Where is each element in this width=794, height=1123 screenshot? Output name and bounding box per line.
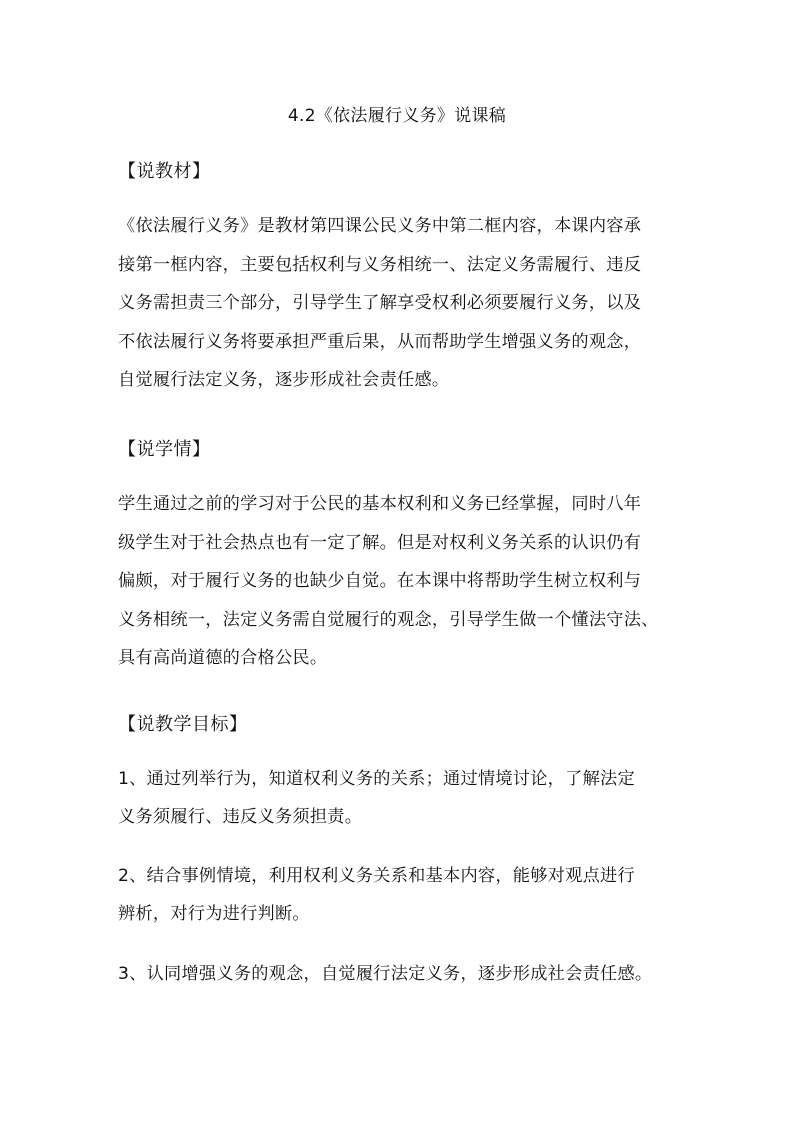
objective-item-2 bbox=[118, 857, 698, 933]
paragraph-line: 义务需担责三个部分，引导学生了解享受权利必须要履行义务，以及 bbox=[118, 293, 642, 314]
paragraph-line: 自觉履行法定义务，逐步形成社会责任感。 bbox=[118, 370, 450, 391]
objective-line: 2、结合事例情境，利用权利义务关系和基本内容，能够对观点进行 bbox=[118, 866, 635, 886]
objective-item-1 bbox=[118, 760, 698, 836]
paragraph-line: 偏颇，对于履行义务的也缺少自觉。在本课中将帮助学生树立权利与 bbox=[118, 571, 642, 592]
textbook-paragraph bbox=[118, 207, 678, 400]
objective-line: 义务须履行、违反义务须担责。 bbox=[118, 807, 363, 827]
students-paragraph bbox=[118, 485, 678, 678]
paragraph-line: 接第一框内容，主要包括权利与义务相统一、法定义务需履行、违反 bbox=[118, 254, 642, 275]
paragraph-line: 级学生对于社会热点也有一定了解。但是对权利义务关系的认识仍有 bbox=[118, 532, 642, 553]
objective-line: 3、认同增强义务的观念，自觉履行法定义务，逐步形成社会责任感。 bbox=[118, 964, 653, 984]
paragraph-line: 不依法履行义务将要承担严重后果，从而帮助学生增强义务的观念， bbox=[118, 331, 642, 352]
paragraph-line: 具有高尚道德的合格公民。 bbox=[118, 648, 328, 669]
paragraph-line: 《依法履行义务》是教材第四课公民义务中第二框内容，本课内容承 bbox=[118, 216, 642, 236]
objective-line: 辨析，对行为进行判断。 bbox=[118, 904, 310, 924]
section-heading-textbook: 【说教材】 bbox=[118, 161, 211, 182]
objective-item-3 bbox=[118, 955, 698, 993]
objective-line: 1、通过列举行为，知道权利义务的关系；通过情境讨论，了解法定 bbox=[118, 769, 635, 789]
document-title: 4.2《依法履行义务》说课稿 bbox=[287, 106, 507, 126]
section-heading-students: 【说学情】 bbox=[118, 439, 211, 460]
paragraph-line: 义务相统一，法定义务需自觉履行的观念，引导学生做一个懂法守法、 bbox=[118, 609, 659, 630]
paragraph-line: 学生通过之前的学习对于公民的基本权利和义务已经掌握，同时八年 bbox=[118, 494, 642, 514]
section-heading-objectives: 【说教学目标】 bbox=[118, 714, 248, 735]
